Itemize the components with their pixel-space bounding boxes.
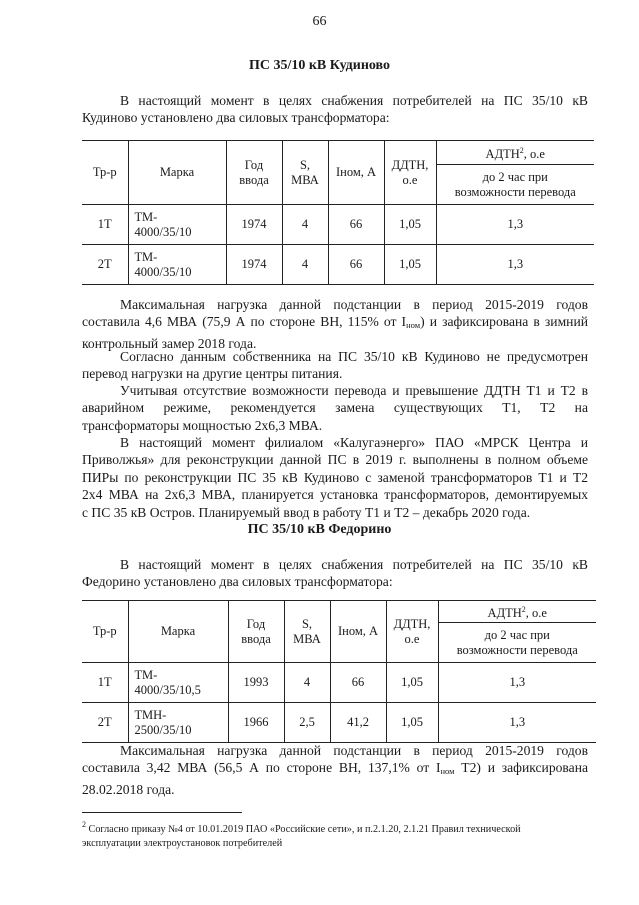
header-adtn: АДТН$^2$, о.е	[438, 601, 596, 623]
cell-ddtn: 1,05	[386, 663, 438, 703]
header-ddtn: ДДТН, о.е	[386, 601, 438, 663]
header-adtn: АДТН$^2$, о.е	[436, 141, 594, 165]
text-line: Максимальная нагрузка данной подстанции в период 2015-2019 годов	[120, 743, 588, 758]
cell-adtn: 1,3	[436, 205, 594, 245]
text-line: перевод нагрузки на другие центры питания.	[82, 366, 343, 382]
cell-tr: 2Т	[82, 703, 128, 743]
cell-tr: 1Т	[82, 205, 128, 245]
paragraph-max-load-kudinovo	[82, 296, 588, 352]
text-line: составила 4,6 МВА (75,9 А по стороне ВН, 115% от $I_{ном}$) и зафиксирована в зимний	[82, 314, 588, 331]
cell-brand: ТМ- 4000/35/10	[128, 245, 226, 285]
header-adtn-subtitle: до 2 час при возможности перевода	[438, 623, 596, 663]
header-year: Год ввода	[228, 601, 284, 663]
text-line: Федорино установлено два силовых трансформатора:	[82, 574, 393, 590]
header-adtn-subtitle: до 2 час при возможности перевода	[436, 165, 594, 205]
cell-inom: 41,2	[330, 703, 386, 743]
header-brand: Марка	[128, 601, 228, 663]
header-power: S, МВА	[284, 601, 330, 663]
header-tr: Тр-р	[82, 601, 128, 663]
text-line: 28.02.2018 года.	[82, 781, 175, 797]
footnote-divider	[82, 812, 242, 813]
table-row	[82, 663, 596, 703]
text-line: В настоящий момент в целях снабжения потребителей на ПС 35/10 кВ	[120, 93, 588, 108]
section-heading-kudinovo: ПС 35/10 кВ Кудиново	[248, 58, 391, 73]
text-line: трансформаторы мощностью 2х6,3 МВА.	[82, 417, 323, 433]
cell-adtn: 1,3	[438, 663, 596, 703]
text-line: Согласно данным собственника на ПС 35/10 кВ Кудиново не предусмотрен	[120, 349, 588, 364]
cell-inom: 66	[328, 245, 384, 285]
cell-year: 1993	[228, 663, 284, 703]
header-inom: Iном, А	[330, 601, 386, 663]
header-year: Год ввода	[226, 141, 282, 205]
cell-adtn: 1,3	[436, 245, 594, 285]
cell-year: 1974	[226, 205, 282, 245]
paragraph-reconstruction	[82, 434, 588, 521]
page-number: 66	[312, 14, 327, 29]
table-row	[82, 205, 594, 245]
paragraph-recommendation	[82, 382, 588, 434]
text-line: Приволжья» для реконструкции данной ПС в 2019 г. выполнены в полном объеме	[82, 452, 588, 468]
cell-tr: 2Т	[82, 245, 128, 285]
header-inom: Iном, А	[328, 141, 384, 205]
cell-brand: ТМ- 4000/35/10,5	[128, 663, 228, 703]
table-row	[82, 245, 594, 285]
cell-ddtn: 1,05	[386, 703, 438, 743]
text-line: Кудиново установлено два силовых трансформатора:	[82, 110, 390, 126]
text-line: В настоящий момент филиалом «Калугаэнерго» ПАО «МРСК Центра и	[120, 435, 588, 450]
intro-paragraph-kudinovo	[82, 92, 588, 127]
cell-ddtn: 1,05	[384, 205, 436, 245]
text-line: 2х4 МВА на 2х6,3 МВА, планируется установка трансформаторов, демонтируемых	[82, 487, 588, 503]
text-line: составила 3,42 МВА (56,5 А по стороне ВН, 137,1% от $I_{ном}$ Т2) и зафиксирована	[82, 760, 588, 777]
cell-inom: 66	[328, 205, 384, 245]
cell-ddtn: 1,05	[384, 245, 436, 285]
section-heading-fedorino: ПС 35/10 кВ Федорино	[247, 522, 392, 537]
header-power: S, МВА	[282, 141, 328, 205]
footnote-line: $^2$ Согласно приказу №4 от 10.01.2019 ПАО «Российские сети», и п.2.1.20, 2.1.21 Правил технической	[82, 820, 521, 835]
cell-power: 4	[284, 663, 330, 703]
cell-brand: ТМН- 2500/35/10	[128, 703, 228, 743]
footnote-line: эксплуатации электроустановок потребителей	[82, 838, 283, 849]
text-line: с ПС 35 кВ Остров. Планируемый ввод в работу Т1 и Т2 – декабрь 2020 года.	[82, 504, 531, 520]
text-line: контрольный замер 2018 года.	[82, 335, 257, 351]
table-row	[82, 703, 596, 743]
cell-adtn: 1,3	[438, 703, 596, 743]
transformer-table-kudinovo	[82, 140, 594, 285]
footnote	[82, 818, 588, 851]
header-brand: Марка	[128, 141, 226, 205]
text-line: В настоящий момент в целях снабжения потребителей на ПС 35/10 кВ	[120, 557, 588, 572]
cell-tr: 1Т	[82, 663, 128, 703]
cell-power: 4	[282, 245, 328, 285]
transformer-table-fedorino	[82, 600, 596, 743]
header-ddtn: ДДТН, о.е	[384, 141, 436, 205]
cell-power: 4	[282, 205, 328, 245]
text-line: аварийном режиме, рекомендуется замена существующих Т1, Т2 на	[82, 400, 588, 416]
cell-brand: ТМ- 4000/35/10	[128, 205, 226, 245]
text-line: Максимальная нагрузка данной подстанции в период 2015-2019 годов	[120, 297, 588, 312]
intro-paragraph-fedorino	[82, 556, 588, 591]
cell-year: 1966	[228, 703, 284, 743]
header-tr: Тр-р	[82, 141, 128, 205]
cell-power: 2,5	[284, 703, 330, 743]
cell-inom: 66	[330, 663, 386, 703]
paragraph-no-transfer	[82, 348, 588, 383]
text-line: ПИРы по реконструкции ПС 35 кВ Кудиново с заменой трансформаторов Т1 и Т2	[82, 469, 588, 485]
text-line: Учитывая отсутствие возможности перевода и превышение ДДТН Т1 и Т2 в	[120, 383, 588, 398]
paragraph-max-load-fedorino	[82, 742, 588, 798]
cell-year: 1974	[226, 245, 282, 285]
